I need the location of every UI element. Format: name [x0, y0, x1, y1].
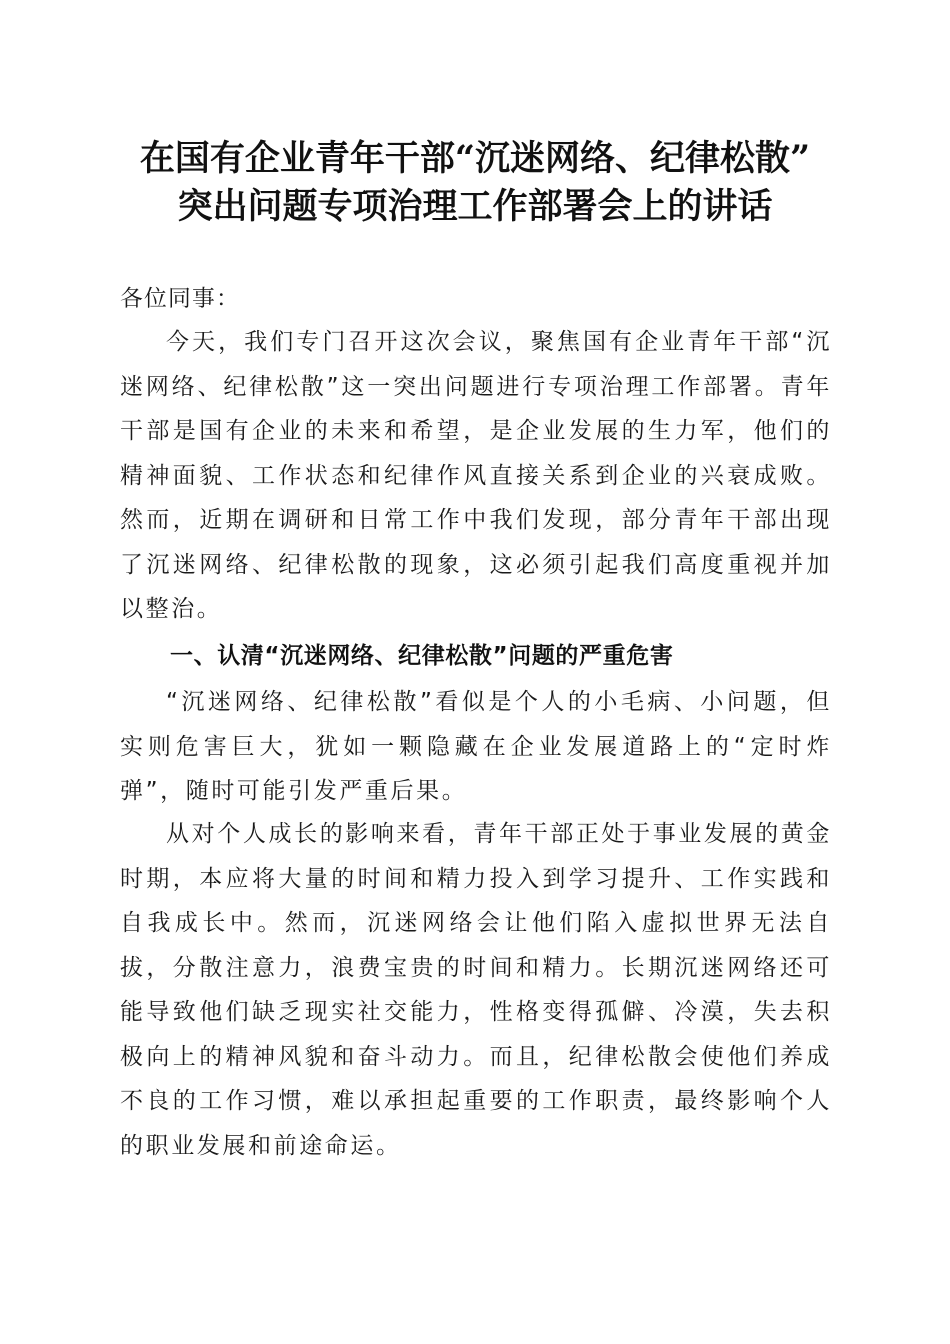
document-title-line-2: 突出问题专项治理工作部署会上的讲话	[177, 186, 773, 227]
paragraph-personal-growth: 从对个人成长的影响来看，青年干部正处于事业发展的黄金时期，本应将大量的时间和精力投入到学习提升、工作实践和自我成长中。然而，沉迷网络会让他们陷入虚拟世界无法自拔，分散注意力，浪费宝贵的时间和精力。长期沉迷网络还可能导致他们缺乏现实社交能力，性格变得孤僻、冷漠，失去积极向上的精神风貌和奋斗动力。而且，纪律松散会使他们养成不良的工作习惯，难以承担起重要的工作职责，最终影响个人的职业发展和前途命运。	[120, 821, 832, 1159]
document-title-line-1: 在国有企业青年干部“沉迷网络、纪律松散”	[139, 138, 811, 179]
greeting: 各位同事：	[120, 286, 240, 312]
paragraph-intro: 今天，我们专门召开这次会议，聚焦国有企业青年干部“沉迷网络、纪律松散”这一突出问题进行专项治理工作部署。青年干部是国有企业的未来和希望，是企业发展的生力军，他们的精神面貌、工作状态和纪律作风直接关系到企业的兴衰成败。然而，近期在调研和日常工作中我们发现，部分青年干部出现了沉迷网络、纪律松散的现象，这必须引起我们高度重视并加以整治。	[120, 329, 832, 622]
section-heading-1: 一、认清“沉迷网络、纪律松散”问题的严重危害	[170, 643, 674, 669]
paragraph-harm-overview: “沉迷网络、纪律松散”看似是个人的小毛病、小问题，但实则危害巨大，犹如一颗隐藏在企业发展道路上的“定时炸弹”，随时可能引发严重后果。	[120, 689, 832, 804]
